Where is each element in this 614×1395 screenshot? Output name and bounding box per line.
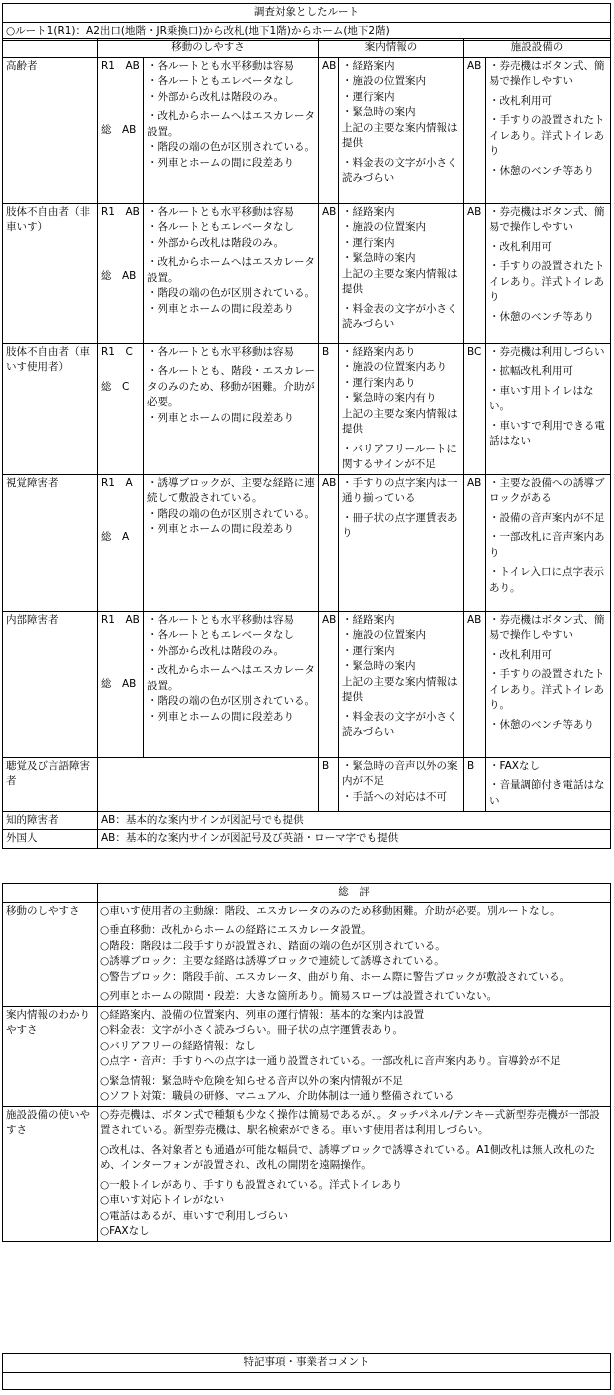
info-extra: ・ バリアフリールートに関するサインが不足 bbox=[342, 442, 460, 473]
facility-list bbox=[486, 757, 611, 811]
facility-item: ・ 改札利用可 bbox=[489, 240, 607, 256]
grade-code: R1 A bbox=[101, 476, 133, 489]
info-item: ・ 緊急時の案内 bbox=[342, 105, 460, 121]
facility-item: ・ 休憩のベンチ等あり bbox=[489, 164, 607, 180]
grade-code: 総 AB bbox=[101, 124, 137, 136]
mobility-item: ・ 列車とホームの間に段差あり bbox=[147, 156, 315, 172]
facility-item: ・ 手すりの設置されたトイレあり。洋式トイレあり bbox=[489, 259, 607, 306]
route-table bbox=[2, 3, 611, 41]
facility-item: ・ トイレ入口に点字表示あり。 bbox=[489, 565, 607, 596]
header-facilities: 施設設備の bbox=[464, 39, 611, 58]
grade-codes bbox=[98, 343, 144, 474]
mobility-item: ・ 各ルートともエレベータなし bbox=[147, 220, 315, 236]
info-item: ・ 冊子状の点字運賃表あり bbox=[342, 511, 460, 542]
mobility-list bbox=[144, 474, 319, 611]
facility-item: ・ 券売機はボタン式、簡易で操作しやすい bbox=[489, 205, 607, 236]
mobility-item: ・ 各ルートとも、階段・エスカレータのみのため、移動が困難。介助が必要。 bbox=[147, 364, 315, 411]
review-category: 移動のしやすさ bbox=[3, 902, 98, 1006]
mobility-list bbox=[144, 611, 319, 757]
review-item: ○ 電話はあるが、車いすで利用しづらい bbox=[100, 1209, 607, 1225]
facility-item: ・ 休憩のベンチ等あり bbox=[489, 718, 607, 734]
review-item: ○ 列車とホームの隙間・段差：大きな箇所あり。簡易スロープは設置されていない。 bbox=[100, 989, 607, 1005]
review-section bbox=[3, 1006, 611, 1106]
route-title: 調査対象としたルート bbox=[3, 4, 611, 23]
mobility-item: ・ 各ルートとも水平移動は容易 bbox=[147, 345, 315, 361]
facility-list bbox=[486, 474, 611, 611]
review-item: ○ 階段：階段は二段手すりが設置され、踏面の端の色が区別されている。 bbox=[100, 939, 607, 955]
facility-item: ・ 車いす用トイレはない。 bbox=[489, 384, 607, 415]
facility-item: ・ 休憩のベンチ等あり bbox=[489, 310, 607, 326]
grade-code: 総 AB bbox=[101, 678, 137, 690]
mobility-item: ・ 階段の端の色が区別されている。 bbox=[147, 507, 315, 523]
grade-code: R1 AB bbox=[101, 59, 140, 72]
review-item: ○ 改札は、各対象者とも通過が可能な幅員で、誘導ブロックで誘導されている。A1側改札は無人改札のため、インターフォンが設置され、改札の開閉を遠隔操作。 bbox=[100, 1143, 607, 1174]
mobility-list bbox=[144, 57, 319, 203]
review-category: 施設設備の使いやすさ bbox=[3, 1106, 98, 1241]
grade-codes bbox=[98, 203, 144, 343]
info-extra: ・ 料金表の文字が小さく読みづらい bbox=[342, 302, 460, 333]
category-label: 肢体不自由者（非車いす） bbox=[3, 203, 98, 343]
review-items bbox=[98, 1106, 611, 1241]
info-item: ・ 緊急時の案内 bbox=[342, 659, 460, 675]
header-mobility: 移動のしやすさ bbox=[98, 39, 319, 58]
review-section bbox=[3, 902, 611, 1006]
info-note: 上記の主要な案内情報は提供 bbox=[342, 121, 458, 149]
grade-code: 総 AB bbox=[101, 270, 137, 282]
eval-row-simple bbox=[3, 811, 611, 830]
eval-row-simple bbox=[3, 830, 611, 849]
facility-grade: AB bbox=[464, 57, 486, 203]
info-list bbox=[339, 757, 464, 811]
review-item: ○ 垂直移動：改札からホームの経路にエスカレータ設置。 bbox=[100, 923, 607, 939]
facility-item: ・ 改札利用可 bbox=[489, 94, 607, 110]
review-header: 総 評 bbox=[98, 884, 611, 903]
grade-code: 総 A bbox=[101, 531, 130, 543]
mobility-item: ・ 階段の端の色が区別されている。 bbox=[147, 140, 315, 156]
info-list bbox=[339, 203, 464, 343]
grade-codes bbox=[98, 474, 144, 611]
facility-list bbox=[486, 203, 611, 343]
grade-codes bbox=[98, 611, 144, 757]
grade-code: R1 AB bbox=[101, 205, 140, 218]
info-item: ・ 施設の位置案内 bbox=[342, 628, 460, 644]
facility-list bbox=[486, 57, 611, 203]
review-items bbox=[98, 902, 611, 1006]
facility-list bbox=[486, 611, 611, 757]
mobility-item: ・ 列車とホームの間に段差あり bbox=[147, 302, 315, 318]
category-label: 視覚障害者 bbox=[3, 474, 98, 611]
mobility-item: ・ 列車とホームの間に段差あり bbox=[147, 710, 315, 726]
info-item: ・ 緊急時の案内 bbox=[342, 251, 460, 267]
mobility-item: ・ 改札からホームへはエスカレータ設置。 bbox=[147, 255, 315, 286]
facility-item: ・ 設備の音声案内が不足 bbox=[489, 511, 607, 527]
mobility-item: ・ 列車とホームの間に段差あり bbox=[147, 411, 315, 427]
category-label: 肢体不自由者（車いす使用者） bbox=[3, 343, 98, 474]
category-label: 知的障害者 bbox=[3, 811, 98, 830]
info-item: ・ 緊急時の案内有り bbox=[342, 391, 460, 407]
info-item: ・ 施設の位置案内あり bbox=[342, 360, 460, 376]
mobility-item: ・ 階段の端の色が区別されている。 bbox=[147, 694, 315, 710]
review-table bbox=[2, 883, 611, 1242]
review-item: ○ 経路案内、設備の位置案内、列車の運行情報：基本的な案内は設置 bbox=[100, 1008, 607, 1024]
review-item: ○ バリアフリーの経路情報：なし bbox=[100, 1039, 607, 1055]
facility-grade: B bbox=[464, 757, 486, 811]
info-item: ・ 手話への対応は不可 bbox=[342, 790, 460, 806]
grade-code: 総 C bbox=[101, 381, 130, 393]
eval-row bbox=[3, 757, 611, 811]
info-list bbox=[339, 343, 464, 474]
info-item: ・ 運行案内あり bbox=[342, 376, 460, 392]
facility-grade: AB bbox=[464, 474, 486, 611]
facility-grade: AB bbox=[464, 611, 486, 757]
eval-row bbox=[3, 57, 611, 203]
mobility-item: ・ 各ルートともエレベータなし bbox=[147, 74, 315, 90]
facility-item: ・ 券売機は利用しづらい bbox=[489, 345, 607, 361]
info-item: ・ 経路案内 bbox=[342, 59, 460, 75]
header-info: 案内情報の bbox=[319, 39, 464, 58]
info-item: ・ 施設の位置案内 bbox=[342, 74, 460, 90]
grade-code: R1 C bbox=[101, 345, 133, 358]
review-item: ○ FAXなし bbox=[100, 1224, 607, 1240]
info-extra: ・ 料金表の文字が小さく読みづらい bbox=[342, 156, 460, 187]
info-item: ・ 経路案内 bbox=[342, 205, 460, 221]
review-items bbox=[98, 1006, 611, 1106]
eval-row bbox=[3, 343, 611, 474]
info-list bbox=[339, 57, 464, 203]
facility-list bbox=[486, 343, 611, 474]
eval-row bbox=[3, 611, 611, 757]
mobility-item: ・ 誘導ブロックが、主要な経路に連続して敷設されている。 bbox=[147, 476, 315, 507]
info-grade: AB bbox=[319, 203, 339, 343]
info-item: ・ 手すりの点字案内は一通り揃っている bbox=[342, 476, 460, 507]
review-item: ○ 緊急情報：緊急時や危険を知らせる音声以外の案内情報が不足 bbox=[100, 1074, 607, 1090]
facility-grade: AB bbox=[464, 203, 486, 343]
info-list bbox=[339, 474, 464, 611]
eval-row bbox=[3, 203, 611, 343]
review-item: ○ ソフト対策：職員の研修、マニュアル、介助体制は一通り整備されている bbox=[100, 1089, 607, 1105]
info-grade: AB bbox=[319, 474, 339, 611]
facility-item: ・ 手すりの設置されたトイレあり。洋式トイレあり bbox=[489, 113, 607, 160]
category-label: 高齢者 bbox=[3, 57, 98, 203]
route-description: ○ルート1(R1)：A2出口(地階・JR乗換口)から改札(地下1階)からホーム(地下2階) bbox=[3, 22, 611, 41]
simple-row-text: AB：基本的な案内サインが図記号及び英語・ローマ字でも提供 bbox=[98, 830, 611, 849]
info-item: ・ 緊急時の音声以外の案内が不足 bbox=[342, 759, 460, 790]
mobility-item: ・ 各ルートともエレベータなし bbox=[147, 628, 315, 644]
mobility-list bbox=[144, 343, 319, 474]
info-item: ・ 運行案内 bbox=[342, 90, 460, 106]
info-item: ・ 運行案内 bbox=[342, 236, 460, 252]
grade-code: R1 AB bbox=[101, 613, 140, 626]
mobility-item: ・ 外部から改札は階段のみ。 bbox=[147, 236, 315, 252]
info-note: 上記の主要な案内情報は提供 bbox=[342, 407, 458, 435]
facility-item: ・ 券売機はボタン式、簡易で操作しやすい bbox=[489, 613, 607, 644]
review-item: ○ 点字・音声：手すりへの点字は一通り設置されている。一部改札に音声案内あり。盲導鈴が不足 bbox=[100, 1054, 607, 1070]
simple-row-text: AB：基本的な案内サインが図記号でも提供 bbox=[98, 811, 611, 830]
review-item: ○ 券売機は、ボタン式で種類も少なく操作は簡易であるが、。タッチパネル/テンキー式新型券売機が一部設置されている。新型券売機は、駅名検索ができる。車いす使用者は利用しづらい。 bbox=[100, 1108, 607, 1139]
review-item: ○ 車いす使用者の主動線：階段、エスカレータのみのため移動困難。介助が必要。別ルートなし。 bbox=[100, 904, 607, 920]
mobility-item: ・ 各ルートとも水平移動は容易 bbox=[147, 205, 315, 221]
facility-item: ・ FAXなし bbox=[489, 759, 607, 775]
mobility-list bbox=[144, 203, 319, 343]
info-item: ・ 経路案内 bbox=[342, 613, 460, 629]
facility-item: ・ 音量調節付き電話はない bbox=[489, 778, 607, 809]
comment-body bbox=[3, 1372, 611, 1389]
mobility-item: ・ 改札からホームへはエスカレータ設置。 bbox=[147, 109, 315, 140]
info-grade: AB bbox=[319, 57, 339, 203]
info-item: ・ 施設の位置案内 bbox=[342, 220, 460, 236]
info-grade: B bbox=[319, 343, 339, 474]
info-note: 上記の主要な案内情報は提供 bbox=[342, 675, 458, 703]
review-section bbox=[3, 1106, 611, 1241]
facility-item: ・ 一部改札に音声案内あり bbox=[489, 530, 607, 561]
info-item: ・ 経路案内あり bbox=[342, 345, 460, 361]
eval-row bbox=[3, 474, 611, 611]
mobility-item: ・ 改札からホームへはエスカレータ設置。 bbox=[147, 663, 315, 694]
comment-table bbox=[2, 1353, 611, 1390]
evaluation-table bbox=[2, 38, 611, 849]
facility-grade: BC bbox=[464, 343, 486, 474]
review-category: 案内情報のわかりやすさ bbox=[3, 1006, 98, 1106]
info-list bbox=[339, 611, 464, 757]
info-note: 上記の主要な案内情報は提供 bbox=[342, 267, 458, 295]
mobility-item: ・ 階段の端の色が区別されている。 bbox=[147, 286, 315, 302]
info-grade: B bbox=[319, 757, 339, 811]
review-item: ○ 一般トイレがあり、手すりも設置されている。洋式トイレあり bbox=[100, 1178, 607, 1194]
facility-item: ・ 手すりの設置されたトイレあり。洋式トイレあり。 bbox=[489, 667, 607, 714]
mobility-item: ・ 列車とホームの間に段差あり bbox=[147, 522, 315, 538]
review-item: ○ 誘導ブロック：主要な経路は誘導ブロックで連続して誘導されている。 bbox=[100, 954, 607, 970]
review-item: ○ 料金表：文字が小さく読みづらい。冊子状の点字運賃表あり。 bbox=[100, 1023, 607, 1039]
mobility-item: ・ 外部から改札は階段のみ。 bbox=[147, 644, 315, 660]
info-item: ・ 運行案内 bbox=[342, 644, 460, 660]
review-item: ○ 車いす対応トイレがない bbox=[100, 1193, 607, 1209]
facility-item: ・ 車いすで利用できる電話はない bbox=[489, 419, 607, 450]
mobility-item: ・ 各ルートとも水平移動は容易 bbox=[147, 59, 315, 75]
category-label: 聴覚及び言語障害者 bbox=[3, 757, 98, 811]
facility-item: ・ 主要な設備への誘導ブロックがある bbox=[489, 476, 607, 507]
info-extra: ・ 料金表の文字が小さく読みづらい bbox=[342, 710, 460, 741]
grade-codes bbox=[98, 57, 144, 203]
category-label: 内部障害者 bbox=[3, 611, 98, 757]
comment-title: 特記事項・事業者コメント bbox=[3, 1354, 611, 1373]
review-item: ○ 警告ブロック：階段手前、エスカレータ、曲がり角、ホーム際に警告ブロックが敷設されている。 bbox=[100, 970, 607, 986]
facility-item: ・ 改札利用可 bbox=[489, 648, 607, 664]
facility-item: ・ 券売機はボタン式、簡易で操作しやすい bbox=[489, 59, 607, 90]
category-label: 外国人 bbox=[3, 830, 98, 849]
facility-item: ・ 拡幅改札利用可 bbox=[489, 364, 607, 380]
mobility-item: ・ 外部から改札は階段のみ。 bbox=[147, 90, 315, 106]
info-grade: AB bbox=[319, 611, 339, 757]
mobility-item: ・ 各ルートとも水平移動は容易 bbox=[147, 613, 315, 629]
